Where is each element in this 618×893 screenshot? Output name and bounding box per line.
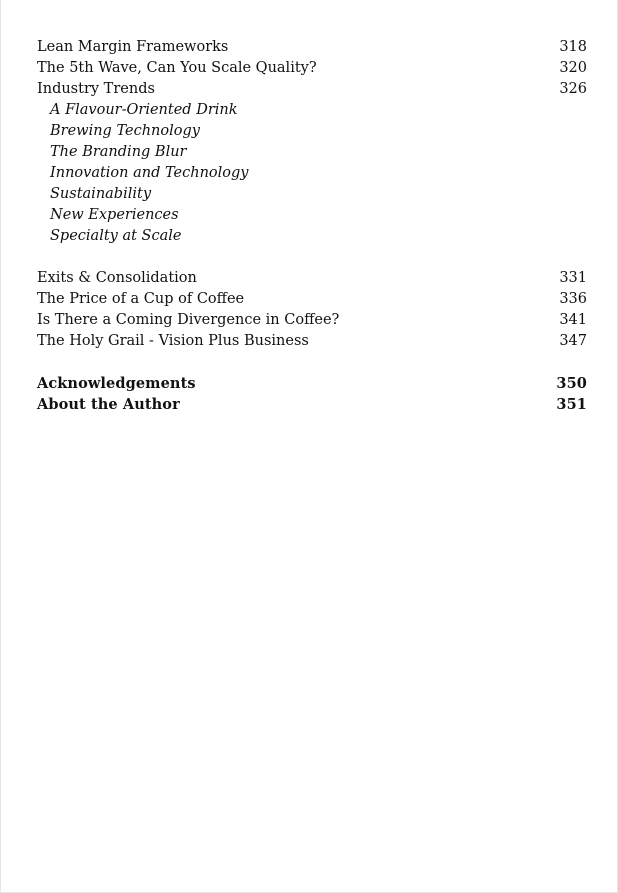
toc-entry-price-of-coffee xyxy=(37,289,587,310)
toc-entry-title: The 5th Wave, Can You Scale Quality? xyxy=(37,60,317,76)
toc-entry-title: Is There a Coming Divergence in Coffee? xyxy=(37,312,340,328)
toc-subentry xyxy=(37,142,587,163)
toc-subentry xyxy=(37,121,587,142)
toc-entry-title: About the Author xyxy=(37,396,180,413)
toc-subentry xyxy=(37,184,587,205)
toc-subentry-title: Innovation and Technology xyxy=(50,165,249,181)
toc-subentry xyxy=(37,163,587,184)
toc-subentry xyxy=(37,205,587,226)
toc-entry-holy-grail xyxy=(37,331,587,352)
toc-subentry-title: A Flavour-Oriented Drink xyxy=(50,102,238,118)
toc-entry-page: 320 xyxy=(559,60,587,76)
toc-entry-page: 318 xyxy=(559,39,587,55)
toc-subentry-title: Specialty at Scale xyxy=(50,228,182,244)
toc-group-back-matter xyxy=(37,373,587,415)
toc-subentry xyxy=(37,100,587,121)
toc-entry-title: Exits & Consolidation xyxy=(37,270,197,286)
toc-group-main xyxy=(37,37,587,247)
toc-entry-title: Acknowledgements xyxy=(37,375,196,392)
toc-entry-page: 331 xyxy=(559,270,587,286)
table-of-contents xyxy=(37,37,587,415)
toc-entry-coming-divergence xyxy=(37,310,587,331)
toc-subentry-title: Sustainability xyxy=(50,186,152,202)
toc-entry-about-the-author xyxy=(37,394,587,415)
toc-entry-industry-trends xyxy=(37,79,587,100)
toc-subentry-title: New Experiences xyxy=(50,207,179,223)
toc-entry-lean-margin-frameworks xyxy=(37,37,587,58)
toc-subentry-title: The Branding Blur xyxy=(50,144,187,160)
toc-group-later-chapters xyxy=(37,268,587,352)
toc-entry-page: 347 xyxy=(559,333,587,349)
toc-entry-page: 336 xyxy=(559,291,587,307)
toc-entry-page: 326 xyxy=(559,81,587,97)
toc-subentry xyxy=(37,226,587,247)
toc-subentry-title: Brewing Technology xyxy=(50,123,200,139)
toc-entry-5th-wave xyxy=(37,58,587,79)
toc-entry-title: The Price of a Cup of Coffee xyxy=(37,291,245,307)
toc-entry-title: Industry Trends xyxy=(37,81,155,97)
toc-entry-title: Lean Margin Frameworks xyxy=(37,39,229,55)
toc-entry-acknowledgements xyxy=(37,373,587,394)
toc-entry-page: 351 xyxy=(556,396,587,413)
toc-entry-page: 341 xyxy=(559,312,587,328)
toc-entry-title: The Holy Grail - Vision Plus Business xyxy=(37,333,309,349)
toc-entry-page: 350 xyxy=(556,375,587,392)
toc-entry-exits-consolidation xyxy=(37,268,587,289)
